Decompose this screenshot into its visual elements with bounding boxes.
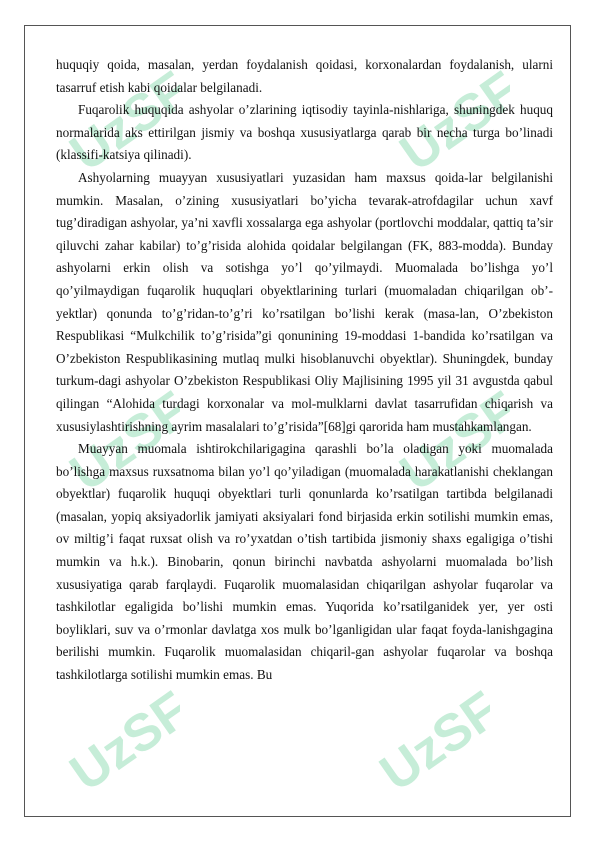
svg-text:UzSF: UzSF <box>60 680 180 803</box>
svg-text:UzSF: UzSF <box>60 380 180 503</box>
svg-text:UzSF: UzSF <box>370 680 490 803</box>
document-body <box>56 54 553 687</box>
svg-text:UzSF: UzSF <box>60 60 180 183</box>
svg-text:UzSF: UzSF <box>390 380 510 503</box>
paragraph: Fuqarolik huquqida ashyolar o’zlarining iqtisodiy tayinla-nishlariga, shuningdek huquq normalarida aks ettirilgan jismiy va boshqa xususiyatlarga qarab bir necha turga bo’linadi (klassifi-katsiya qilinadi). <box>56 102 553 163</box>
paragraph: Muayyan muomala ishtirokchilarigagina qarashli bo’la oladigan yoki muomalada bo’lishga maxsus ruxsatnoma bilan yo’l qo’yiladigan (muomalada harakatlanishi cheklangan obyektlar) fuqarolik huquqi obyektlari turli qonunlarda ko’rsatilgan tartibda belgilanadi (masalan, yopiq aksiyadorlik jamiyati aksiyalari fond birjasida erkin sotilishi mumkin emas, ov miltig’i faqat ruxsat olish va ro’yxatdan o’tish tartibida jismoniy shaxs egaligiga o’tishi mumkin va h.k.). Binobarin, qonun birinchi navbatda ashyolarni muomalada bo’lish xususiyatiga qarab farqlaydi. Fuqarolik muomalasidan chiqarilgan ashyolar fuqarolar va tashkilotlar egaligida bo’lishi mumkin emas. Yuqorida ko’rsatilganidek yer, yer osti boyliklari, suv va o’rmonlar davlatga xos mulk bo’lganligidan ular faqat foyda-lanishgagina berilishi mumkin. Fuqarolik muomalasidan chiqaril-gan ashyolar fuqarolar va boshqa tashkilotlarga sotilishi mumkin emas. Bu <box>56 441 553 683</box>
paragraph: huquqiy qoida, masalan, yerdan foydalanish qoidasi, korxonalardan foydalanish, ularni tasarruf etish kabi qoidalar belgilanadi. <box>56 57 553 95</box>
svg-text:UzSF: UzSF <box>390 60 510 183</box>
paragraph: Ashyolarning muayyan xususiyatlari yuzasidan ham maxsus qoida-lar belgilanishi mumkin. Masalan, o’zining xususiyatlari bo’yicha tevarak-atrofdagilar uchun xavf tug’diradigan ashyolar, ya’ni xavfli xossalarga ega ashyolar (portlovchi moddalar, qattiq ta’sir qiluvchi zahar kabilar) to’g’risida alohida qoidalar belgilangan (FK, 883-modda). Bunday ashyolarni erkin olish va sotishga yo’l qo’yilmaydi. Muomalada bo’lishga yo’l qo’yilmaydigan fuqarolik huquqlari obyektlarining turlari (muomaladan chiqarilgan ob’-yektlar) qonunda to’g’ridan-to’g’ri ko’rsatilgan bo’lishi kerak (masa-lan, O’zbekiston Respublikasi “Mulkchilik to’g’risida”gi qonunining 19-moddasi 1-bandida ko’rsatilgan va O’zbekiston Respublikasining mutlaq mulki hisoblanuvchi obyektlar). Shuningdek, bunday turkum-dagi ashyolar O’zbekiston Respublikasi Oliy Majlisining 1995 yil 31 avgustda qabul qilingan “Alohida turdagi korxonalar va mol-mulklarni davlat tasarrufidan chiqarish va xususiylashtirishning ayrim masalalari to’g’risida”[68]gi qarorida ham mustahkamlangan. <box>56 169 553 434</box>
